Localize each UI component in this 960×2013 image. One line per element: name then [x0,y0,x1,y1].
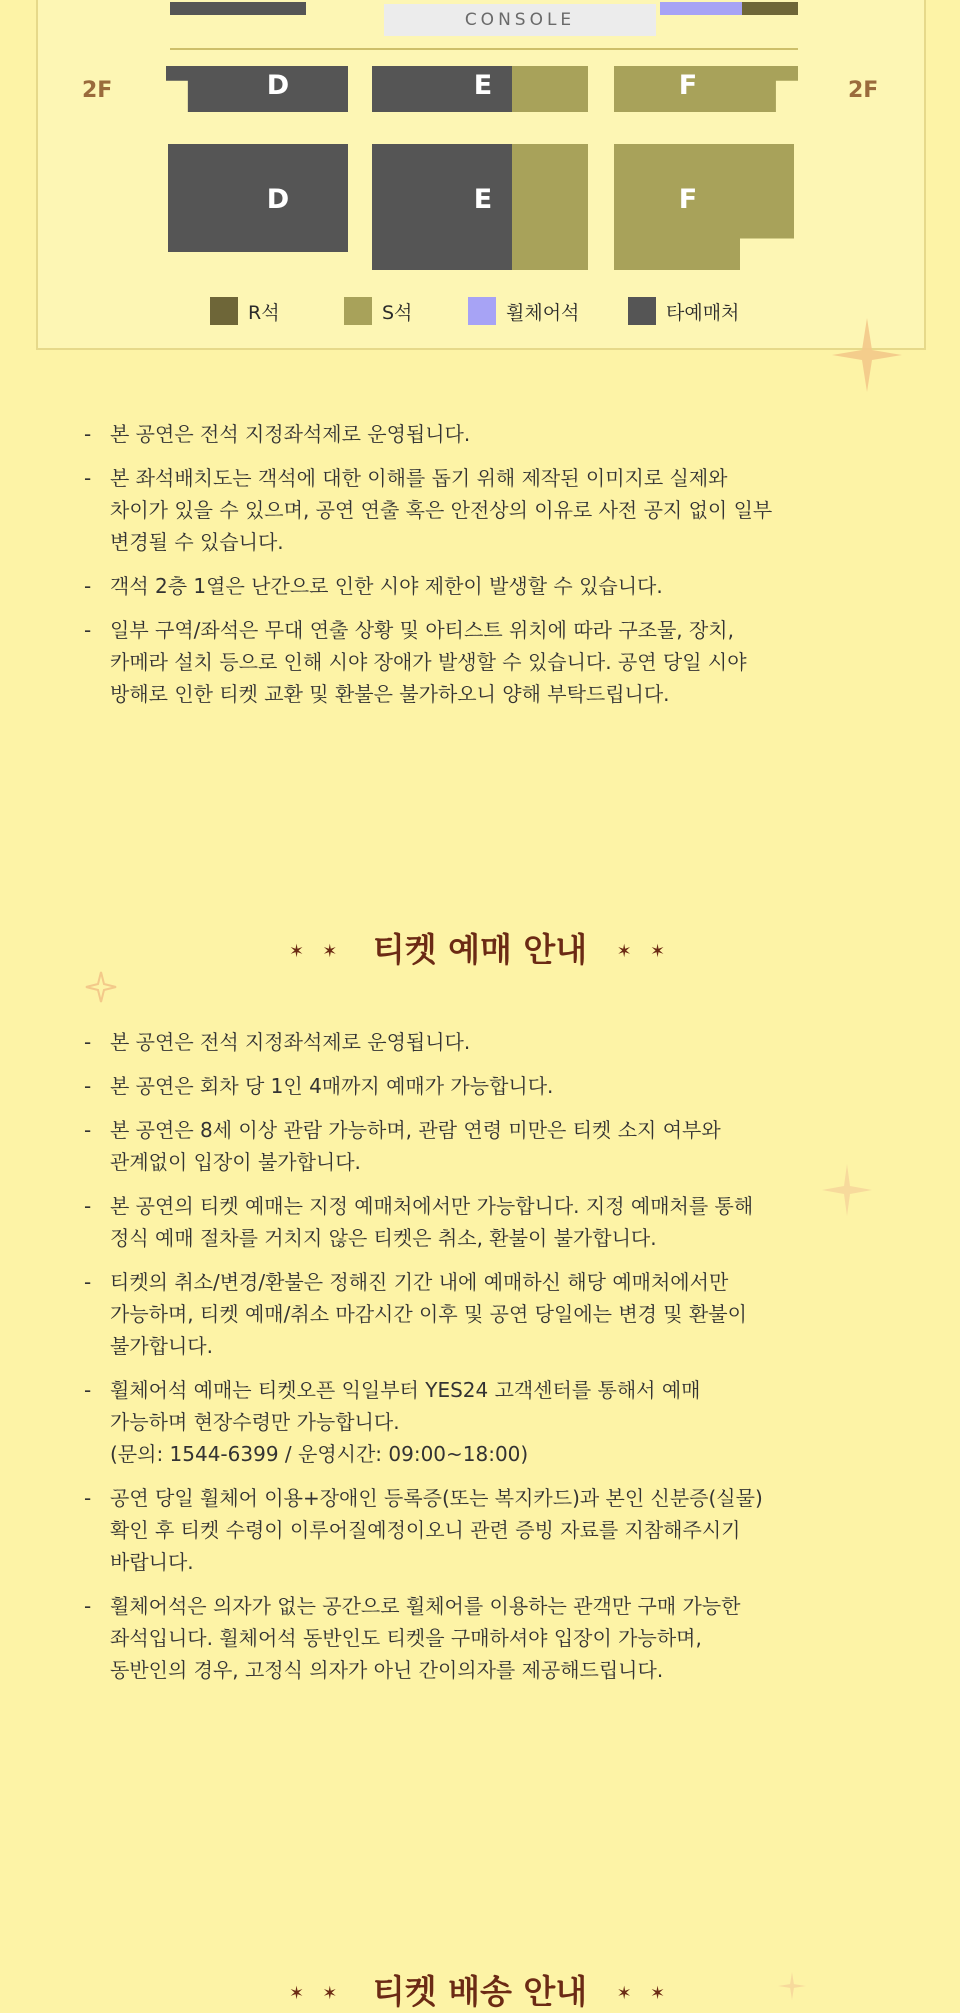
list-item: - 공연 당일 휠체어 이용+장애인 등록증(또는 복지카드)과 본인 신분증(실물) 확인 후 티켓 수령이 이루어질예정이오니 관련 증빙 자료를 지참해주시기 바랍니다. [82,1482,882,1578]
legend-swatch [468,297,496,325]
sparkle-icon [770,1972,814,2000]
legend-wheelchair-seat [468,296,579,326]
legend-r-seat [210,296,280,326]
seat-block-f-1f-label: F [678,184,698,215]
seat-block-e-1f-label: E [473,184,493,215]
list-item: - 휠체어석 예매는 티켓오픈 익일부터 YES24 고객센터를 통해서 예매 가능하며 현장수령만 가능합니다. (문의: 1544-6399 / 운영시간: 09:00~18:00) [82,1374,882,1470]
list-item: - 본 공연은 8세 이상 관람 가능하며, 관람 연령 미만은 티켓 소지 여부와 관계없이 입장이 불가합니다. [82,1114,882,1178]
seat-notes-list [82,418,882,722]
star-decoration-icon: ✶ ✶ [616,1983,672,2004]
seat-block-r-top [742,2,798,15]
list-item: - 본 좌석배치도는 객석에 대한 이해를 돕기 위해 제작된 이미지로 실제와 차이가 있을 수 있으며, 공연 연출 혹은 안전상의 이유로 사전 공지 없이 일부 변경될 수 있습니다. [82,462,882,558]
list-item: - 본 공연은 회차 당 1인 4매까지 예매가 가능합니다. [82,1070,882,1102]
list-item: - 휠체어석은 의자가 없는 공간으로 휠체어를 이용하는 관객만 구매 가능한 좌석입니다. 휠체어석 동반인도 티켓을 구매하셔야 입장이 가능하며, 동반인의 경우, 고정식 의자가 아닌 간이의자를 제공해드립니다. [82,1590,882,1686]
sparkle-outline-icon [84,970,118,1004]
star-decoration-icon: ✶ ✶ [288,1983,344,2004]
delivery-section-title [0,1966,960,2013]
seat-block-d-1f-label: D [266,184,290,215]
legend-other-vendor [628,296,739,326]
list-item: - 티켓의 취소/변경/환불은 정해진 기간 내에 예매하신 해당 예매처에서만 가능하며, 티켓 예매/취소 마감시간 이후 및 공연 당일에는 변경 및 환불이 불가합니다. [82,1266,882,1362]
legend-swatch [344,297,372,325]
floor-label-left: 2F [82,78,113,103]
ticket-section-heading: 티켓 예매 안내 [372,930,588,969]
list-item: - 일부 구역/좌석은 무대 연출 상황 및 아티스트 위치에 따라 구조물, 장치, 카메라 설치 등으로 인해 시야 장애가 발생할 수 있습니다. 공연 당일 시야 방해로 인한 티켓 교환 및 환불은 불가하오니 양해 부탁드립니다. [82,614,882,710]
star-decoration-icon: ✶ ✶ [616,941,672,962]
legend-label: R석 [248,301,280,324]
ticket-section-title [0,924,960,971]
seat-map [36,0,926,350]
star-decoration-icon: ✶ ✶ [288,941,344,962]
seat-block-e-2f-label: E [473,70,493,101]
ticket-notes-list [82,1026,882,1698]
legend-s-seat [344,296,412,326]
console-label: CONSOLE [384,4,656,36]
seat-block-d-2f [166,66,348,112]
divider-line [170,48,798,50]
list-item: - 본 공연은 전석 지정좌석제로 운영됩니다. [82,418,882,450]
legend-label: 타예매처 [666,301,740,324]
seat-block-e-2f-right [512,66,588,112]
floor-label-right: 2F [848,78,879,103]
seat-block-d-2f-label: D [266,70,290,101]
list-item: - 본 공연의 티켓 예매는 지정 예매처에서만 가능합니다. 지정 예매처를 통해 정식 예매 절차를 거치지 않은 티켓은 취소, 환불이 불가합니다. [82,1190,882,1254]
delivery-section-heading: 티켓 배송 안내 [372,1972,588,2011]
seat-block-e-1f-right [512,144,588,270]
legend-swatch [210,297,238,325]
legend-label: 휠체어석 [506,301,580,324]
list-item: - 본 공연은 전석 지정좌석제로 운영됩니다. [82,1026,882,1058]
seat-block-wheelchair-top [660,2,742,15]
legend-label: S석 [382,301,413,324]
seat-block-top-left [170,2,306,15]
seat-block-f-2f-label: F [678,70,698,101]
list-item: - 객석 2층 1열은 난간으로 인한 시야 제한이 발생할 수 있습니다. [82,570,882,602]
legend-swatch [628,297,656,325]
sparkle-icon [832,318,902,392]
